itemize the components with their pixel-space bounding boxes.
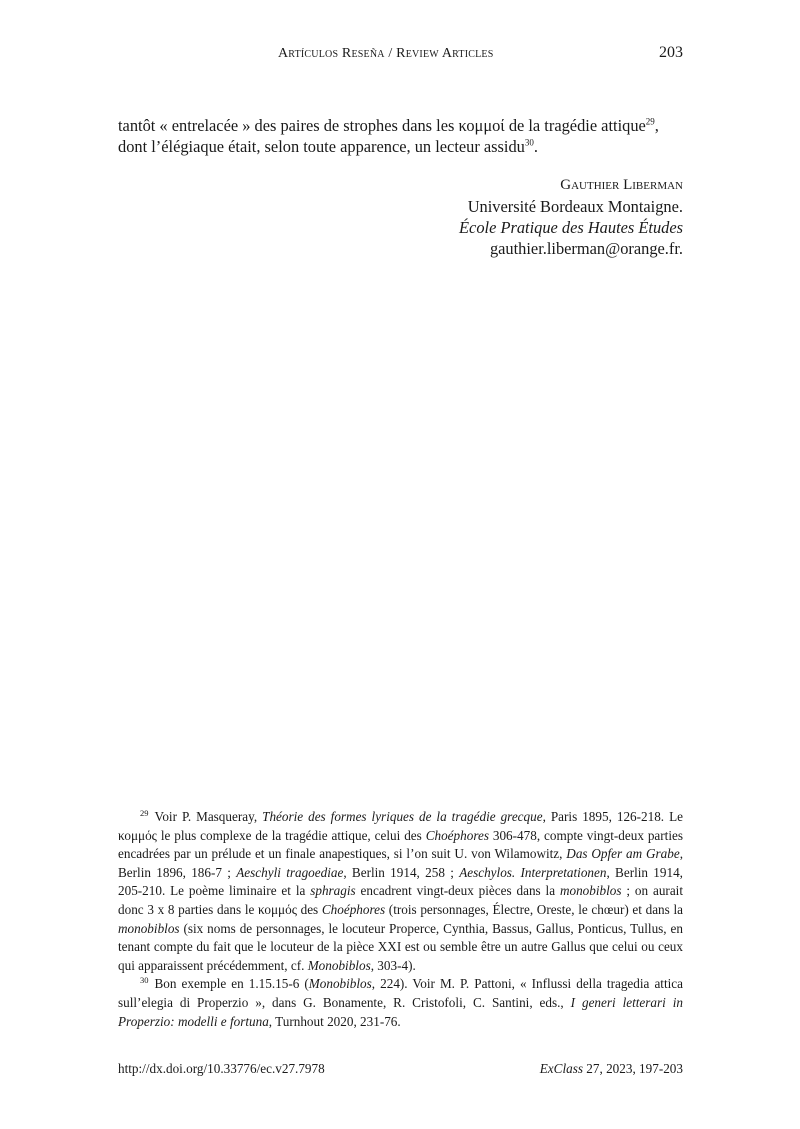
- journal-citation: ExClass 27, 2023, 197-203: [539, 1061, 683, 1076]
- footnote-italic-text: monobiblos: [118, 920, 180, 936]
- doi-link[interactable]: http://dx.doi.org/10.33776/ec.v27.7978: [118, 1061, 325, 1076]
- footnote-ref-30[interactable]: 30: [524, 137, 534, 148]
- author-affiliation-1: Université Bordeaux Montaigne.: [467, 197, 683, 216]
- footnote-text: , Berlin 1914, 258 ;: [343, 864, 460, 880]
- footnote-italic-text: Monobiblos: [308, 976, 372, 992]
- footnote-29: [118, 808, 683, 975]
- author-signature: [459, 175, 683, 259]
- footnote-text: (six noms de personnages, le locuteur Properce, Cynthia, Bassus, Gallus, Ponticus, Tullus, en tenant compte du fait que le locuteur de la pièce XXI est ou semble être un autre Gallus que celui ou ceux qui apparaissent précédemment, cf.: [118, 920, 683, 973]
- footnote-italic-text: Théorie des formes lyriques de la tragédie grecque: [262, 809, 543, 824]
- running-head: [118, 44, 683, 66]
- footnote-italic-text: Das Opfer am Grabe: [566, 846, 680, 862]
- footnote-italic-text: Monobiblos: [307, 957, 371, 973]
- page-number: 203: [659, 44, 683, 61]
- footnote-30: [118, 975, 683, 1031]
- author-email[interactable]: gauthier.liberman@orange.fr.: [489, 239, 683, 258]
- footnote-text: ; on aurait donc 3 x 8 parties dans le κομμός des: [118, 883, 684, 917]
- footnote-italic-text: sphragis: [310, 883, 356, 899]
- journal-name: ExClass: [539, 1061, 583, 1076]
- footnote-italic-text: Aeschyli tragoediae: [236, 864, 344, 880]
- footnote-italic-text: Choéphores: [425, 827, 489, 843]
- footnote-number: 29: [140, 807, 149, 818]
- footnote-italic-text: monobiblos: [559, 883, 622, 899]
- footnote-text: (trois personnages, Électre, Oreste, le chœur) et dans la: [385, 901, 683, 917]
- footnote-italic-text: Aeschylos. Interpretationen: [459, 864, 607, 880]
- footnote-text: Bon exemple en 1.15.15-6 (: [154, 976, 309, 992]
- author-name: Gauthier Liberman: [560, 177, 683, 193]
- footnote-italic-text: I generi letterari in Properzio: modelli e fortuna: [118, 994, 683, 1029]
- author-affiliation-2: École Pratique des Hautes Études: [459, 218, 683, 237]
- footnote-text: , Paris 1895, 126-218. Le κομμός le plus complexe de la tragédie attique, celui des: [118, 809, 683, 843]
- footnote-text: , 303-4).: [370, 957, 416, 973]
- running-head-title: Artículos Reseña / Review Articles: [278, 46, 494, 61]
- footnote-italic-text: Choéphores: [321, 901, 386, 917]
- footnotes: [118, 808, 683, 1031]
- footnote-text: , Berlin 1914, 205-210. Le poème liminaire et la: [118, 864, 683, 899]
- footnote-ref-29[interactable]: 29: [645, 116, 655, 127]
- footnote-text: , Berlin 1896, 186-7 ;: [118, 846, 683, 880]
- footnote-number: 30: [140, 974, 149, 985]
- body-line-2: dont l’élégiaque était, selon toute apparence, un lecteur assidu$^{30}$.: [118, 137, 538, 156]
- footnote-text: Voir P. Masqueray,: [154, 809, 263, 824]
- footnote-text: , 224). Voir M. P. Pattoni, « Influssi della tragedia attica sull’elegia di Properzio », dans G. Bonamente, R. Cristofoli, C. Santini, eds.,: [118, 976, 683, 1010]
- footnote-text: , Turnhout 2020, 231-76.: [268, 1013, 401, 1029]
- body-text: [118, 115, 683, 157]
- body-line-1: tantôt « entrelacée » des paires de strophes dans les κομμοί de la tragédie attique$^{29}$,: [118, 116, 659, 135]
- footnote-text: 306-478, compte vingt-deux parties encadrées par un prélude et un finale anapestiques, si l’on suit U. von Wilamowitz,: [118, 827, 683, 862]
- footnote-text: encadrent vingt-deux pièces dans la: [355, 883, 560, 899]
